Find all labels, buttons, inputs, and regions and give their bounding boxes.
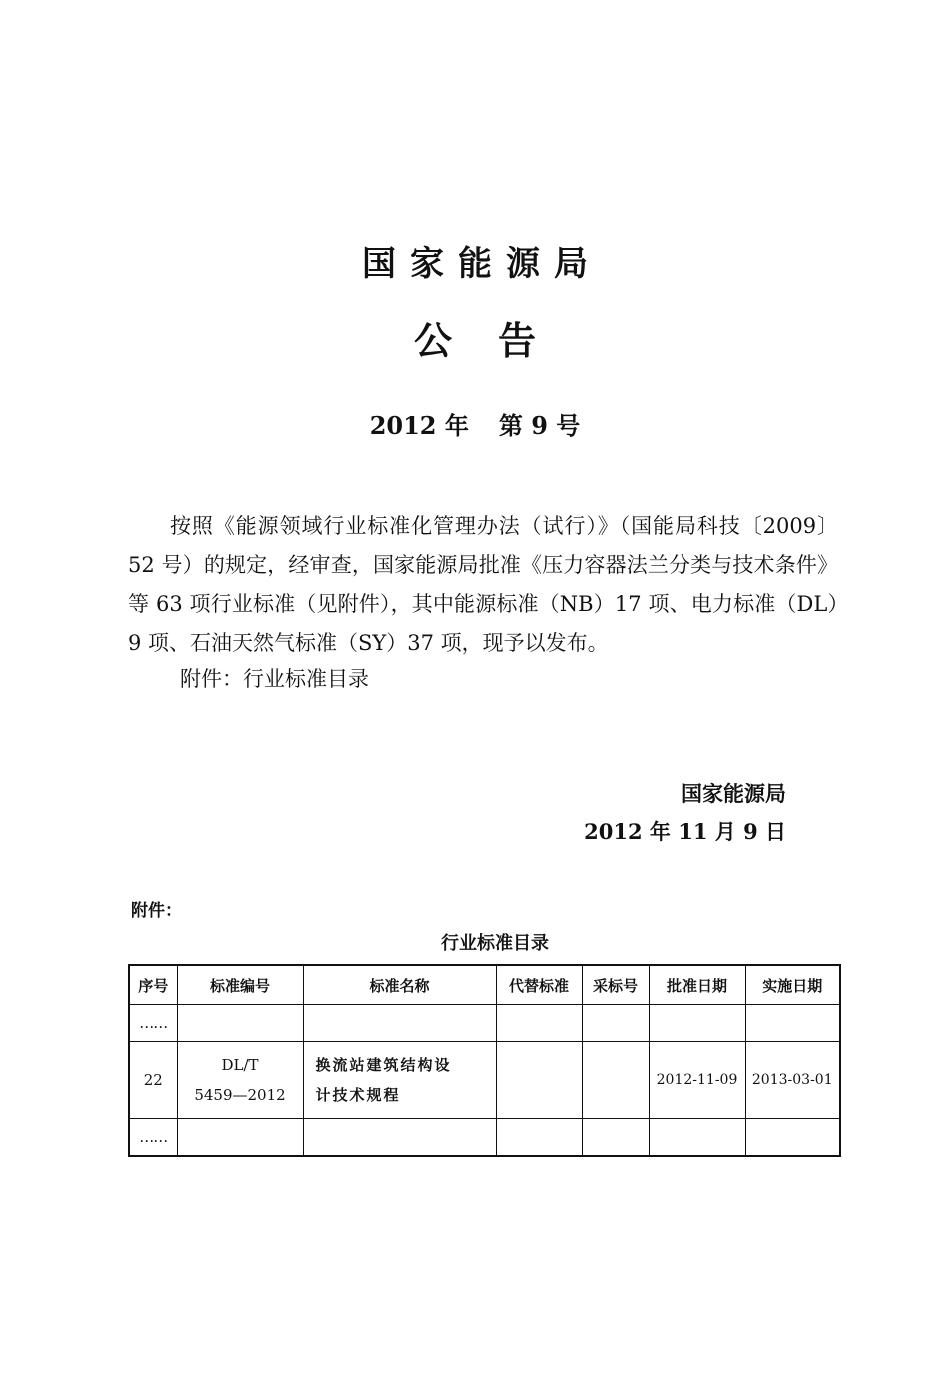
ellipsis-cell: ……: [129, 1119, 177, 1157]
empty-cell: [649, 1005, 745, 1042]
document-type: 公告: [413, 319, 582, 363]
table-row-ellipsis-top: [129, 1005, 840, 1042]
announcement-paragraph: 按照《能源领域行业标准化管理办法（试行）》（国能局科技〔2009〕52 号）的规定，经审查，国家能源局批准《压力容器法兰分类与技术条件》等 63 项行业标准（见附件），其中能源标准（NB）17 项、电力标准（DL）9 项、石油天然气标准（SY）37 项，现予以发布。: [128, 514, 838, 655]
standards-table: [128, 964, 841, 1157]
table-title: 行业标准目录: [441, 933, 549, 954]
col-header-adopted: 采标号: [582, 965, 649, 1005]
empty-cell: [496, 1119, 582, 1157]
row-approved-date: 2012-11-09: [649, 1042, 745, 1119]
col-header-no: 序号: [129, 965, 177, 1005]
empty-cell: [582, 1005, 649, 1042]
table-row: [129, 1042, 840, 1119]
row-no: 22: [129, 1042, 177, 1119]
row-name: [303, 1042, 496, 1119]
col-header-effective: 实施日期: [745, 965, 840, 1005]
ellipsis-cell: ……: [129, 1005, 177, 1042]
table-header-row: [129, 965, 840, 1005]
row-code-line2: 5459—2012: [194, 1086, 286, 1104]
agency-title: 国家能源局: [362, 244, 602, 284]
issue-year: 2012 年: [369, 411, 469, 440]
signature-date: 2012 年 11 月 9 日: [584, 819, 786, 844]
col-header-name: 标准名称: [303, 965, 496, 1005]
row-name-line2: 计技术规程: [315, 1086, 401, 1104]
empty-cell: [303, 1005, 496, 1042]
empty-cell: [649, 1119, 745, 1157]
annex-label: 附件：: [131, 901, 182, 921]
issue-number: [0, 406, 950, 441]
empty-cell: [303, 1119, 496, 1157]
row-code-line1: DL/T: [221, 1056, 259, 1074]
col-header-approved: 批准日期: [649, 965, 745, 1005]
empty-cell: [745, 1119, 840, 1157]
row-effective-date: 2013-03-01: [745, 1042, 840, 1119]
empty-cell: [582, 1119, 649, 1157]
annex-reference: 附件：行业标准目录: [180, 667, 369, 691]
row-adopted: [582, 1042, 649, 1119]
issue-no: 第 9 号: [498, 411, 581, 440]
empty-cell: [177, 1005, 303, 1042]
table-row-ellipsis-bottom: [129, 1119, 840, 1157]
row-code: [177, 1042, 303, 1119]
row-replaces: [496, 1042, 582, 1119]
row-name-line1: 换流站建筑结构设: [315, 1056, 452, 1074]
empty-cell: [177, 1119, 303, 1157]
signature-agency: 国家能源局: [681, 782, 786, 806]
empty-cell: [496, 1005, 582, 1042]
empty-cell: [745, 1005, 840, 1042]
col-header-replaces: 代替标准: [496, 965, 582, 1005]
col-header-code: 标准编号: [177, 965, 303, 1005]
